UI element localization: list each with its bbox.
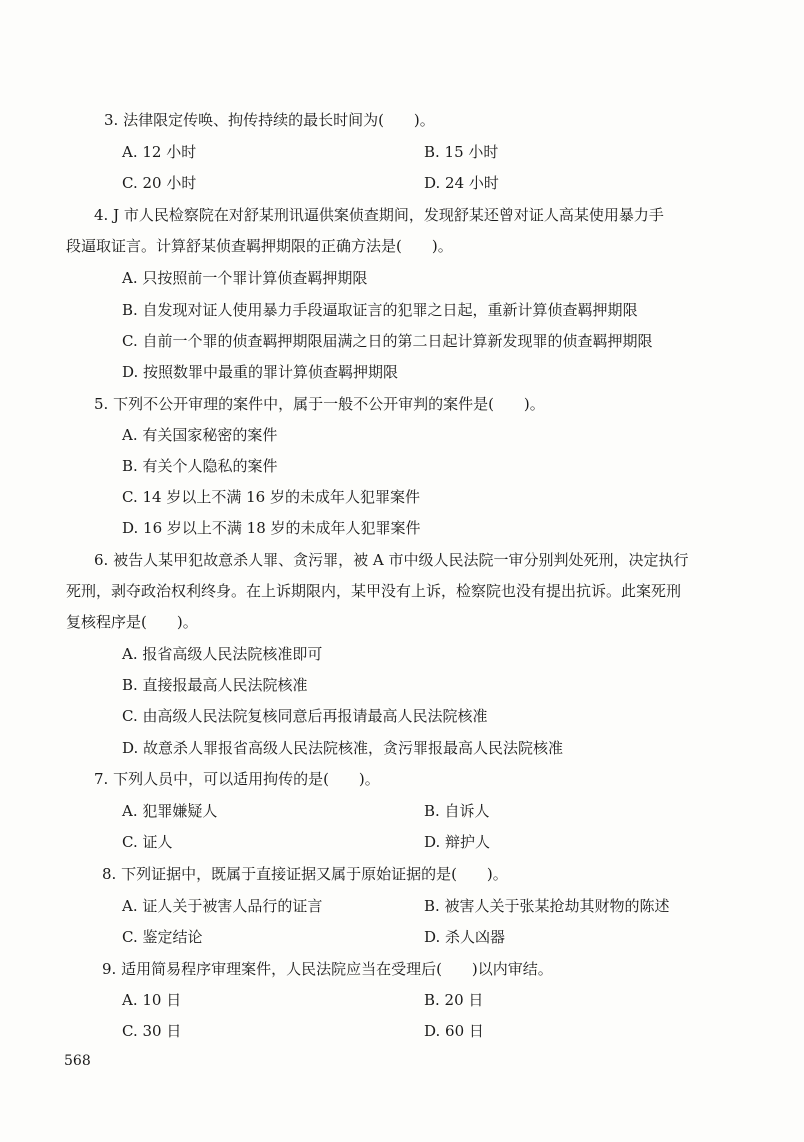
question-8-stem: 8. 下列证据中，既属于直接证据又属于原始证据的是( )。 <box>102 865 508 883</box>
question-8-option-a: A. 证人关于被害人品行的证言 <box>122 897 323 915</box>
question-9-option-d: D. 60 日 <box>424 1022 484 1040</box>
question-3-stem: 3. 法律限定传唤、拘传持续的最长时间为( )。 <box>104 111 435 129</box>
question-4-stem-line-1: 4. J 市人民检察院在对舒某刑讯逼供案侦查期间，发现舒某还曾对证人高某使用暴力手 <box>94 206 664 224</box>
question-7-option-d: D. 辩护人 <box>424 833 491 851</box>
question-9-option-b: B. 20 日 <box>424 991 484 1009</box>
question-6-option-a: A. 报省高级人民法院核准即可 <box>122 645 323 663</box>
question-6-option-b: B. 直接报最高人民法院核准 <box>122 676 308 694</box>
question-9-stem: 9. 适用简易程序审理案件，人民法院应当在受理后( )以内审结。 <box>102 960 553 978</box>
question-3-option-a: A. 12 小时 <box>122 143 197 161</box>
question-4-option-a: A. 只按照前一个罪计算侦查羁押期限 <box>122 269 368 287</box>
question-3-option-b: B. 15 小时 <box>424 143 499 161</box>
question-8-option-d: D. 杀人凶器 <box>424 928 506 946</box>
question-5-option-c: C. 14 岁以上不满 16 岁的未成年人犯罪案件 <box>122 488 420 506</box>
question-5-option-d: D. 16 岁以上不满 18 岁的未成年人犯罪案件 <box>122 519 421 537</box>
question-3-option-c: C. 20 小时 <box>122 174 197 192</box>
question-6-stem-line-2: 死刑，剥夺政治权利终身。在上诉期限内，某甲没有上诉，检察院也没有提出抗诉。此案死刑 <box>66 582 682 600</box>
question-7-option-c: C. 证人 <box>122 833 173 851</box>
question-7-option-a: A. 犯罪嫌疑人 <box>122 802 218 820</box>
question-6-option-d: D. 故意杀人罪报省高级人民法院核准，贪污罪报最高人民法院核准 <box>122 739 564 757</box>
question-6-stem-line-3: 复核程序是( )。 <box>66 613 198 631</box>
question-6-stem-line-1: 6. 被告人某甲犯故意杀人罪、贪污罪，被 A 市中级人民法院一审分别判处死刑，决定执行 <box>94 551 689 569</box>
question-5-option-a: A. 有关国家秘密的案件 <box>122 426 278 444</box>
question-4-option-c: C. 自前一个罪的侦查羁押期限届满之日的第二日起计算新发现罪的侦查羁押期限 <box>122 332 653 350</box>
page-number: 568 <box>64 1053 91 1069</box>
question-3-option-d: D. 24 小时 <box>424 174 499 192</box>
question-4-option-d: D. 按照数罪中最重的罪计算侦查羁押期限 <box>122 363 399 381</box>
question-5-option-b: B. 有关个人隐私的案件 <box>122 457 278 475</box>
question-6-option-c: C. 由高级人民法院复核同意后再报请最高人民法院核准 <box>122 707 488 725</box>
question-8-option-b: B. 被害人关于张某抢劫其财物的陈述 <box>424 897 670 915</box>
question-7-stem: 7. 下列人员中，可以适用拘传的是( )。 <box>94 770 380 788</box>
question-8-option-c: C. 鉴定结论 <box>122 928 203 946</box>
question-4-option-b: B. 自发现对证人使用暴力手段逼取证言的犯罪之日起，重新计算侦查羁押期限 <box>122 301 638 319</box>
question-7-option-b: B. 自诉人 <box>424 802 490 820</box>
question-4-stem-line-2: 段逼取证言。计算舒某侦查羁押期限的正确方法是( )。 <box>66 237 453 255</box>
question-5-stem: 5. 下列不公开审理的案件中，属于一般不公开审判的案件是( )。 <box>94 395 545 413</box>
question-9-option-a: A. 10 日 <box>122 991 182 1009</box>
question-9-option-c: C. 30 日 <box>122 1022 182 1040</box>
